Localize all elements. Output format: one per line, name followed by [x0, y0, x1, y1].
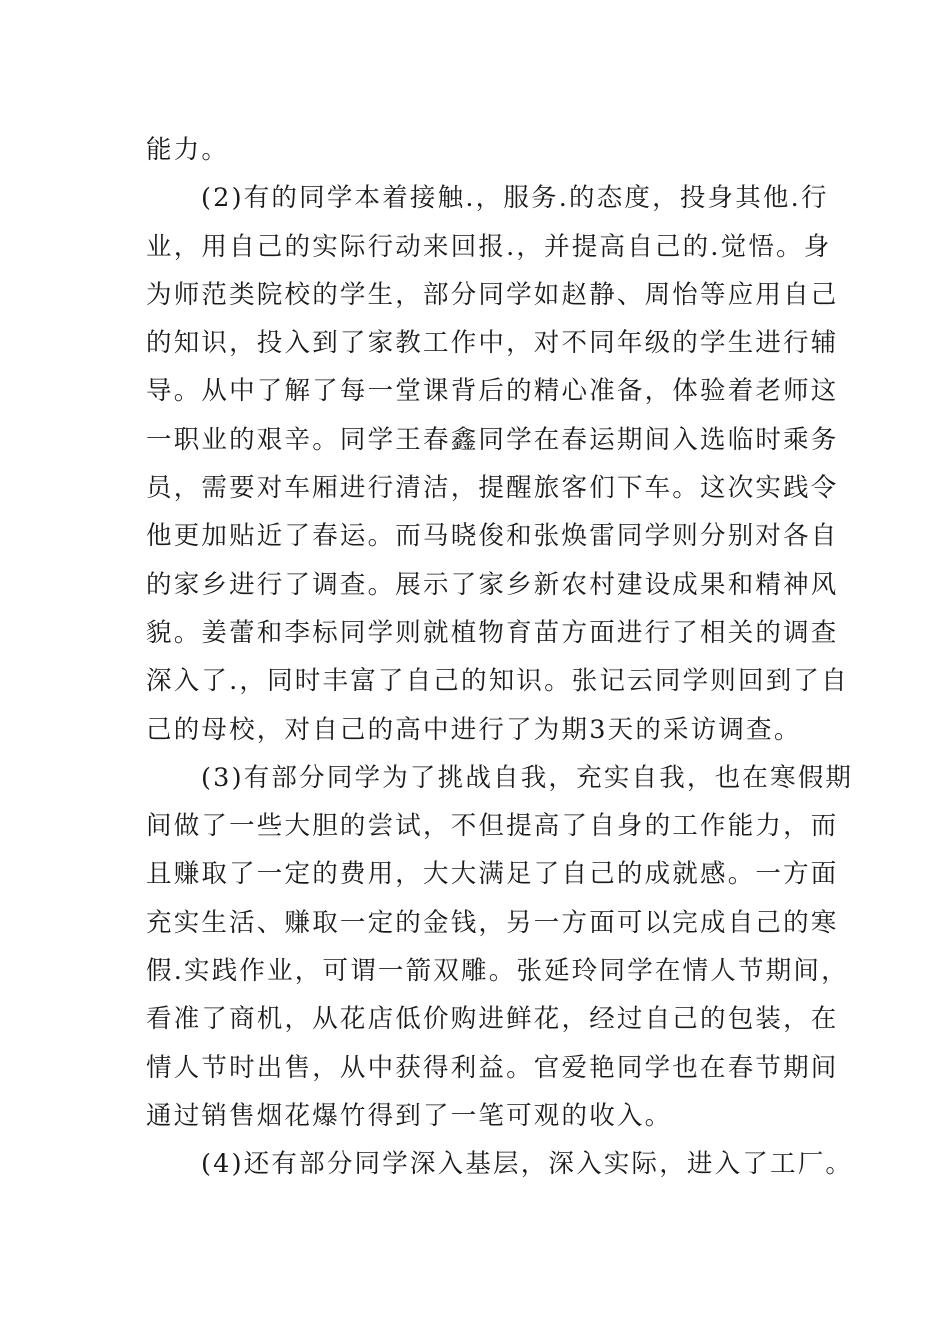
paragraph-2-line: (2)有的同学本着接触.，服务.的态度，投身其他.行: [201, 183, 829, 214]
text-line: 能力。: [146, 135, 230, 165]
document-body: [146, 126, 854, 1189]
text-line: 貌。姜蕾和李标同学则就植物育苗方面进行了相关的调查: [146, 617, 839, 648]
text-line: 的家乡进行了调查。展示了家乡新农村建设成果和精神风: [146, 569, 839, 600]
paragraph-4-line: (4)还有部分同学深入基层，深入实际，进入了工厂。: [201, 1149, 854, 1180]
text-line: 充实生活、赚取一定的金钱，另一方面可以完成自己的寒: [146, 907, 839, 938]
text-line: 的知识，投入到了家教工作中，对不同年级的学生进行辅: [146, 328, 839, 359]
text-line: 且赚取了一定的费用，大大满足了自己的成就感。一方面: [146, 859, 839, 890]
paragraph-3-line: (3)有部分同学为了挑战自我，充实自我，也在寒假期: [201, 762, 854, 793]
text-line: 为师范类院校的学生，部分同学如赵静、周怡等应用自己: [146, 279, 839, 310]
text-line: 看准了商机，从花店低价购进鲜花，经过自己的包装，在: [146, 1004, 839, 1035]
text-line: 导。从中了解了每一堂课背后的精心准备，体验着老师这: [146, 376, 839, 407]
text-line: 间做了一些大胆的尝试，不但提高了自身的工作能力，而: [146, 811, 839, 842]
text-line: 通过销售烟花爆竹得到了一笔可观的收入。: [146, 1100, 673, 1131]
text-line: 假.实践作业，可谓一箭双雕。张延玲同学在情人节期间，: [146, 956, 849, 987]
text-line: 深入了.，同时丰富了自己的知识。张记云同学则回到了自: [146, 666, 849, 697]
text-line: 他更加贴近了春运。而马晓俊和张焕雷同学则分别对各自: [146, 521, 839, 552]
text-line: 业，用自己的实际行动来回报.，并提高自己的.觉悟。身: [146, 231, 832, 262]
text-line: 一职业的艰辛。同学王春鑫同学在春运期间入选临时乘务: [146, 424, 839, 455]
text-line: 情人节时出售，从中获得利益。官爱艳同学也在春节期间: [146, 1052, 839, 1083]
text-line: 己的母校，对自己的高中进行了为期3天的采访调查。: [146, 714, 802, 745]
text-line: 员，需要对车厢进行清洁，提醒旅客们下车。这次实践令: [146, 473, 839, 504]
